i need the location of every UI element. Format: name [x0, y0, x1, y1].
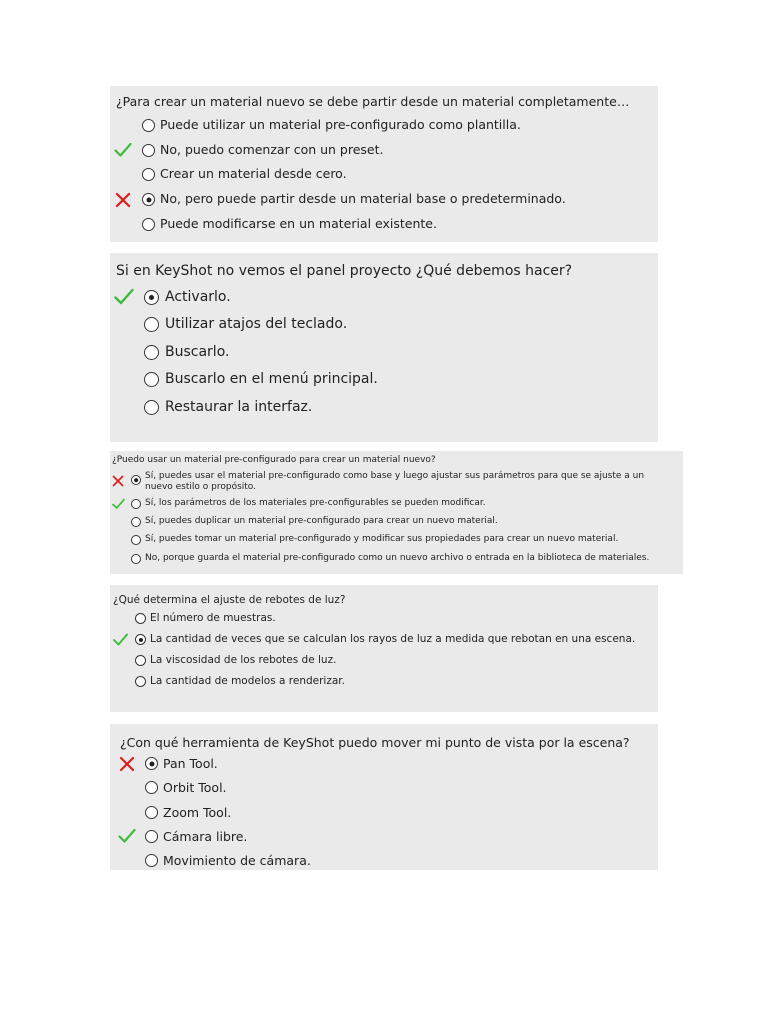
check-icon	[112, 498, 125, 510]
option-label: No, puedo comenzar con un preset.	[160, 142, 384, 157]
radio-button[interactable]	[145, 806, 158, 819]
radio-button-selected[interactable]	[145, 757, 158, 770]
option-label: Sí, puedes duplicar un material pre-configurado para crear un nuevo material.	[145, 516, 498, 526]
option-label: Sí, los parámetros de los materiales pre-configurables se pueden modificar.	[145, 498, 486, 508]
question-text: Si en KeyShot no vemos el panel proyecto ¿Qué debemos hacer?	[116, 263, 573, 279]
radio-button-selected[interactable]	[142, 193, 155, 206]
option-label: El número de muestras.	[150, 612, 276, 624]
cross-icon	[119, 756, 135, 772]
option-label: Orbit Tool.	[163, 780, 227, 795]
option-label-continued: nuevo estilo o propósito.	[145, 482, 256, 492]
radio-button[interactable]	[142, 168, 155, 181]
option-label: Crear un material desde cero.	[160, 166, 347, 181]
radio-button[interactable]	[144, 317, 159, 332]
question-card-5	[110, 724, 658, 870]
radio-button[interactable]	[145, 830, 158, 843]
radio-button[interactable]	[135, 613, 146, 624]
radio-button[interactable]	[145, 854, 158, 867]
option-label: Buscarlo en el menú principal.	[165, 371, 378, 387]
question-text: ¿Qué determina el ajuste de rebotes de luz?	[113, 594, 346, 606]
option-label: Buscarlo.	[165, 344, 230, 360]
radio-button[interactable]	[131, 535, 141, 545]
option-label: No, porque guarda el material pre-configurado como un nuevo archivo o entrada en la biblioteca de materiales.	[145, 553, 650, 563]
radio-button-selected[interactable]	[131, 475, 141, 485]
radio-button[interactable]	[142, 119, 155, 132]
option-label: Puede modificarse en un material existente.	[160, 216, 437, 231]
option-label: Utilizar atajos del teclado.	[165, 316, 348, 332]
option-label: No, pero puede partir desde un material base o predeterminado.	[160, 191, 566, 206]
question-card-4	[110, 585, 658, 712]
radio-button-selected[interactable]	[135, 634, 146, 645]
cross-icon	[112, 475, 124, 487]
check-icon	[113, 633, 128, 646]
radio-button[interactable]	[131, 554, 141, 564]
option-label: Restaurar la interfaz.	[165, 399, 313, 415]
radio-button-selected[interactable]	[144, 290, 159, 305]
check-icon	[114, 142, 132, 158]
question-text: ¿Puedo usar un material pre-configurado para crear un material nuevo?	[112, 455, 436, 465]
option-label: Zoom Tool.	[163, 805, 232, 820]
radio-button[interactable]	[131, 499, 141, 509]
radio-button[interactable]	[142, 144, 155, 157]
check-icon	[114, 288, 134, 306]
question-text: ¿Para crear un material nuevo se debe partir desde un material completamente…	[116, 94, 630, 109]
option-label: La cantidad de modelos a renderizar.	[150, 675, 345, 687]
radio-button[interactable]	[144, 372, 159, 387]
radio-button[interactable]	[131, 517, 141, 527]
option-label: La viscosidad de los rebotes de luz.	[150, 654, 337, 666]
option-label: Puede utilizar un material pre-configurado como plantilla.	[160, 117, 521, 132]
radio-button[interactable]	[135, 655, 146, 666]
radio-button[interactable]	[142, 218, 155, 231]
option-label: Activarlo.	[165, 289, 231, 305]
option-label: Movimiento de cámara.	[163, 853, 311, 868]
option-label: Sí, puedes usar el material pre-configurado como base y luego ajustar sus parámetros para que se ajuste a un	[145, 471, 645, 481]
radio-button[interactable]	[144, 345, 159, 360]
question-text: ¿Con qué herramienta de KeyShot puedo mover mi punto de vista por la escena?	[120, 735, 630, 750]
option-label: Cámara libre.	[163, 829, 248, 844]
radio-button[interactable]	[145, 781, 158, 794]
radio-button[interactable]	[135, 676, 146, 687]
radio-button[interactable]	[144, 400, 159, 415]
option-label: Sí, puedes tomar un material pre-configurado y modificar sus propiedades para crear un nuevo material.	[145, 534, 619, 544]
option-label: Pan Tool.	[163, 756, 218, 771]
option-label: La cantidad de veces que se calculan los rayos de luz a medida que rebotan en una escena.	[150, 633, 636, 645]
cross-icon	[115, 192, 131, 208]
check-icon	[118, 828, 136, 844]
